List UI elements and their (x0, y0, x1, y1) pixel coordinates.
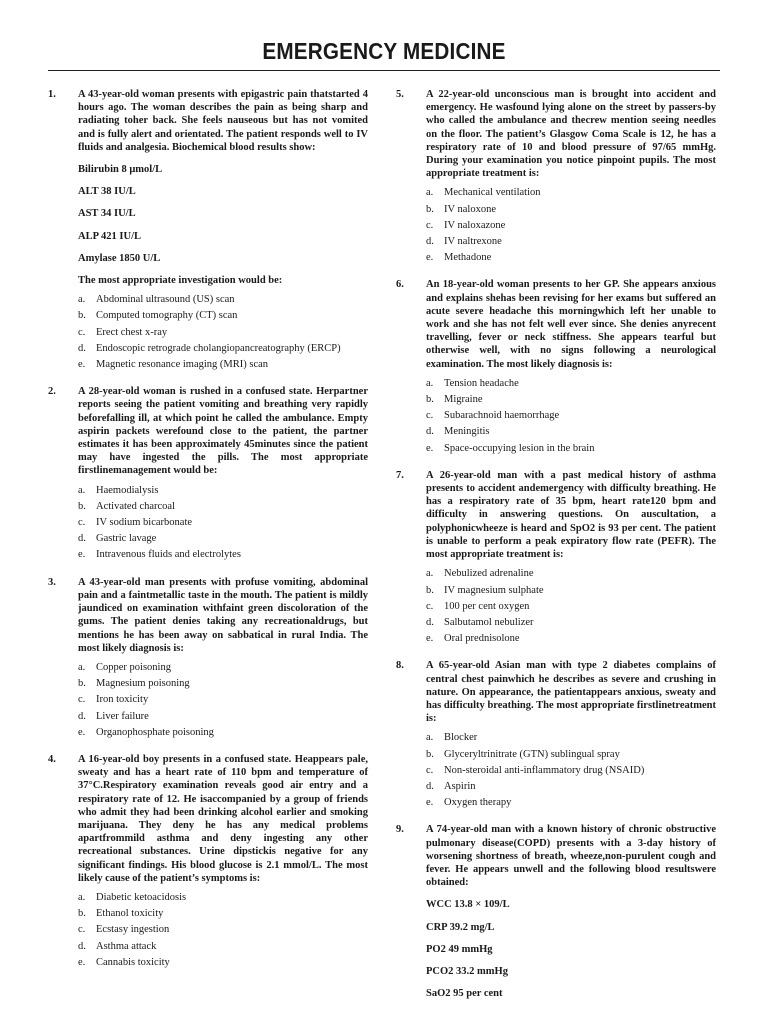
option-list (78, 890, 368, 971)
option-e: e. Organophosphate poisoning (78, 726, 214, 738)
option-e: e. Intravenous fluids and electrolytes (78, 549, 241, 561)
option-c: c. IV naloxazone (426, 219, 506, 231)
option-d: d. Liver failure (78, 710, 149, 722)
option-b: b. IV magnesium sulphate (426, 584, 544, 596)
question-stem: A 22-year-old unconscious man is brought into accident and emergency. He wasfound lying alone on the street by passers-by who called the ambulance and thecrew mention seeing needles on the floor. The patient’s Glasgow Coma Scale is 12, he has a respiratory rate of 10 and blood pressure of 97/65 mmHg. During your examination you notice pinpoint pupils. The most appropriate treatment is: (426, 89, 716, 180)
option-list (78, 292, 368, 373)
option-a: a. Mechanical ventilation (426, 187, 541, 199)
lab-result: ALT 38 IU/L (78, 186, 136, 198)
option-list (426, 566, 716, 647)
lab-result: CRP 39.2 mg/L (426, 921, 495, 933)
option-a: a. Nebulized adrenaline (426, 568, 534, 580)
question-number: 1. (48, 89, 56, 100)
question-6 (396, 278, 716, 456)
option-a: a. Diabetic ketoacidosis (78, 891, 187, 903)
question-number: 7. (396, 469, 404, 481)
question-number: 4. (48, 753, 56, 765)
question-stem: A 16-year-old boy presents in a confused state. Heappears pale, sweaty and has a heart rate of 110 bpm and temperature of 37°C.Respiratory examination reveals good air entry and a respiratory rate of 12. He isaccompanied by a group of friends who admit they had been drinking alcohol earlier and smoking marijuana. They deny he has any medical problems apartfrommild asthma and deny ingesting any other recreational substances. Urine dipstickis negative for any significant findings. His blood glucose is 2.1 mmol/L. The most likely cause of the patient’s symptoms is: (78, 753, 368, 884)
option-c: c. Non-steroidal anti-inflammatory drug (NSAID) (426, 764, 645, 776)
lab-result: SaO2 95 per cent (426, 988, 503, 1000)
option-d: d. IV naltrexone (426, 236, 502, 248)
option-c: c. 100 per cent oxygen (426, 600, 530, 612)
question-stem: A 43-year-old man presents with profuse vomiting, abdominal pain and a faintmetallic taste in the mouth. The patient is mildly jaundiced on examination withfaint green discoloration of the gums. The patient denies taking any recreationaldrugs, but mentions he has been away on sabbatical in rural India. The most likely diagnosis is: (78, 576, 368, 654)
question-2 (48, 385, 368, 563)
option-list (426, 376, 716, 457)
question-3 (48, 576, 368, 741)
question-number: 5. (396, 89, 404, 100)
question-stem: An 18-year-old woman presents to her GP. She appears anxious and explains shehas been revising for her exams but suffered an acute severe headache this morningwhich left her unable to work and she has not felt well ever since. She denies anyrecent travelling, fever or neck stiffness. She appears tearful but otherwise well, with no signs following a neurological examination. The most likely diagnosis is: (426, 279, 716, 370)
question-stem: A 65-year-old Asian man with type 2 diabetes complains of central chest painwhich he describes as severe and crushing in nature. On appearance, the patientappears anxious, sweaty and has difficulty breathing. The most appropriate firstlinetreatment is: (426, 660, 716, 725)
option-e: e. Space-occupying lesion in the brain (426, 442, 595, 454)
option-b: b. Migraine (426, 394, 483, 406)
option-b: b. Glyceryltrinitrate (GTN) sublingual spray (426, 748, 620, 760)
lab-result: PCO2 33.2 mmHg (426, 965, 508, 977)
question-stem: A 74-year-old man with a known history of chronic obstructive pulmonary disease(COPD) presents with a 3-day history of worsening shortness of breath, wheeze,non-purulent cough and fever. He appears unwell and the following blood resultswere obtained: (426, 824, 716, 889)
question-stem: A 43-year-old woman presents with epigastric pain thatstarted 4 hours ago. The woman describes the pain as being sharp and radiating toher back. She feels nauseous but has not vomited and is fully alert and orientated. The patient responds well to IV fluids and analgesia. Biochemical blood results show: (78, 89, 368, 153)
page-header (48, 36, 720, 71)
option-b: b. Ethanol toxicity (78, 908, 164, 920)
option-d: d. Salbutamol nebulizer (426, 616, 534, 628)
question-number: 8. (396, 660, 404, 672)
option-d: d. Endoscopic retrograde cholangiopancreatography (ERCP) (78, 342, 341, 354)
page-title: EMERGENCY MEDICINE (262, 38, 506, 64)
option-c: c. IV sodium bicarbonate (78, 517, 193, 529)
left-column (48, 88, 368, 983)
question-number: 6. (396, 279, 404, 291)
option-a: a. Tension headache (426, 377, 519, 389)
option-b: b. Activated charcoal (78, 500, 175, 512)
option-b: b. IV naloxone (426, 203, 497, 215)
option-d: d. Meningitis (426, 426, 490, 438)
lab-result: AST 34 IU/L (78, 208, 136, 220)
option-e: e. Oral prednisolone (426, 633, 520, 645)
question-7 (396, 469, 716, 647)
lab-result: WCC 13.8 × 109/L (426, 899, 510, 911)
question-1 (48, 88, 368, 373)
option-e: e. Methadone (426, 252, 492, 264)
option-c: c. Subarachnoid haemorrhage (426, 410, 560, 422)
question-9 (396, 823, 716, 1000)
option-list (426, 185, 716, 266)
question-number: 2. (48, 386, 56, 398)
option-c: c. Erect chest x-ray (78, 326, 168, 338)
question-number: 9. (396, 824, 404, 836)
option-e: e. Oxygen therapy (426, 797, 512, 809)
option-a: a. Abdominal ultrasound (US) scan (78, 294, 235, 306)
question-number: 3. (48, 576, 56, 588)
lab-result: PO2 49 mmHg (426, 943, 493, 955)
option-list (78, 660, 368, 741)
option-list (78, 483, 368, 564)
option-e: e. Cannabis toxicity (78, 956, 170, 968)
lab-result: Bilirubin 8 μmol/L (78, 164, 163, 176)
option-b: b. Computed tomography (CT) scan (78, 310, 238, 322)
lab-result: Amylase 1850 U/L (78, 252, 161, 264)
option-c: c. Ecstasy ingestion (78, 924, 170, 936)
question-8 (396, 659, 716, 811)
option-c: c. Iron toxicity (78, 694, 149, 706)
question-4 (48, 753, 368, 971)
question-stem: A 28-year-old woman is rushed in a confused state. Herpartner reports seeing the patient vomiting and breathing very rapidly beforefalling ill, at which point he called the ambulance. Empty aspirin packets werefound close to the patient, the partner estimates it has been approximately 45minutes since the patient may have ingested the pills. The most appropriate firstlinemanagement would be: (78, 386, 368, 477)
lab-result: ALP 421 IU/L (78, 230, 142, 242)
option-a: a. Haemodialysis (78, 484, 159, 496)
option-d: d. Gastric lavage (78, 533, 157, 545)
option-d: d. Asthma attack (78, 940, 157, 952)
option-e: e. Magnetic resonance imaging (MRI) scan (78, 359, 269, 371)
option-d: d. Aspirin (426, 780, 476, 792)
question-5 (396, 88, 716, 266)
question-stem: A 26-year-old man with a past medical history of asthma presents to accident andemergency with difficulty breathing. He has a respiratory rate of 35 bpm, heart rate120 bpm and difficulty in answering questions. On auscultation, a polyphonicwheeze is heard and SpO2 is 93 per cent. The patient is unable to perform a peak expiratory flow rate (PEFR). The most appropriate treatment is: (426, 469, 716, 561)
right-column (396, 88, 716, 1012)
option-a: a. Copper poisoning (78, 661, 171, 673)
option-list (426, 730, 716, 811)
question-lead: The most appropriate investigation would be: (78, 275, 283, 287)
option-a: a. Blocker (426, 732, 478, 744)
option-b: b. Magnesium poisoning (78, 678, 190, 690)
